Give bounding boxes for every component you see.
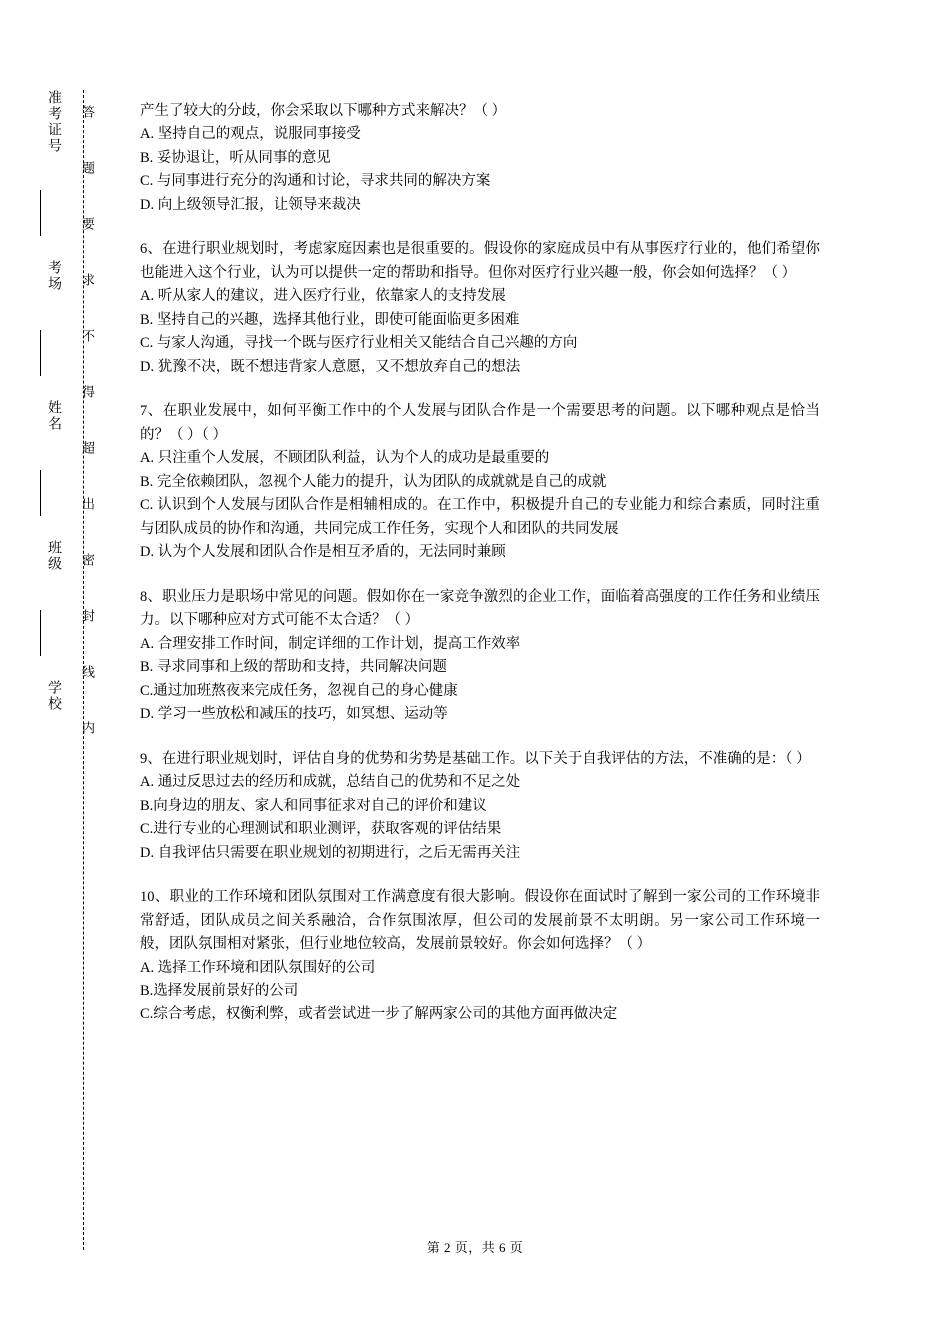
question-option: D. 学习一些放松和减压的技巧，如冥想、运动等 xyxy=(140,706,448,723)
question-stem: 8、职业压力是职场中常见的问题。假如你在一家竞争激烈的企业工作，面临着高强度的工作任务和业绩压力。以下哪种应对方式可能不太合适？（ ） xyxy=(140,588,820,629)
question-stem: 9、在进行职业规划时，评估自身的优势和劣势是基础工作。以下关于自我评估的方法，不准确的是：（ ） xyxy=(140,750,811,767)
question-option: D. 自我评估只需要在职业规划的初期进行，之后无需再关注 xyxy=(140,844,521,861)
question-option: A. 合理安排工作时间，制定详细的工作计划，提高工作效率 xyxy=(140,635,521,652)
question-option: D. 犹豫不决，既不想违背家人意愿，又不想放弃自己的想法 xyxy=(140,358,521,375)
question-block xyxy=(140,238,820,379)
question-stem: 产生了较大的分歧，你会采取以下哪种方式来解决？（ ） xyxy=(140,103,507,119)
sealing-line-text: 答 题 要 求 不 得 超 出 密 封 线 内 xyxy=(80,105,95,748)
question-option: C.通过加班熬夜来完成任务，忽视自己的身心健康 xyxy=(140,682,458,699)
question-option: C. 与同事进行充分的沟通和讨论，寻求共同的解决方案 xyxy=(140,173,491,190)
question-block xyxy=(140,886,820,1027)
question-stem: 6、在进行职业规划时，考虑家庭因素也是很重要的。假设你的家庭成员中有从事医疗行业的，他们希望你也能进入这个行业，认为可以提供一定的帮助和指导。但你对医疗行业兴趣一般，你会如何选择？（ ） xyxy=(140,241,820,281)
question-block xyxy=(140,100,820,217)
question-option: C.进行专业的心理测试和职业测评，获取客观的评估结果 xyxy=(140,821,502,838)
margin-rule-3 xyxy=(40,470,41,516)
margin-rule-2 xyxy=(40,330,41,376)
question-option: B. 完全依赖团队，忽视个人能力的提升，认为团队的成就就是自己的成就 xyxy=(140,473,607,490)
margin-rule-1 xyxy=(40,190,41,236)
margin-label-school: 学校 xyxy=(46,680,61,712)
sealing-line-column xyxy=(28,60,98,1260)
margin-label-exam-number: 准考证号 xyxy=(46,90,61,154)
question-option: D. 认为个人发展和团队合作是相互矛盾的，无法同时兼顾 xyxy=(140,544,506,561)
page-footer: 第 2 页，共 6 页 xyxy=(426,1240,524,1255)
question-option: C. 与家人沟通，寻找一个既与医疗行业相关又能结合自己兴趣的方向 xyxy=(140,335,578,352)
question-option: D. 向上级领导汇报，让领导来裁决 xyxy=(140,196,361,213)
question-block xyxy=(140,586,820,727)
question-option: A. 坚持自己的观点，说服同事接受 xyxy=(140,126,361,143)
margin-rule-4 xyxy=(40,610,41,656)
question-option: B.向身边的朋友、家人和同事征求对自己的评价和建议 xyxy=(140,797,487,814)
question-option: A. 选择工作环境和团队氛围好的公司 xyxy=(140,959,376,976)
question-option: B. 寻求同事和上级的帮助和支持，共同解决问题 xyxy=(140,659,447,676)
question-option: C. 认识到个人发展与团队合作是相辅相成的。在工作中，积极提升自己的专业能力和综合素质，同时注重与团队成员的协作和沟通，共同完成工作任务，实现个人和团队的共同发展 xyxy=(140,497,820,537)
question-block xyxy=(140,400,820,564)
question-option: B. 坚持自己的兴趣，选择其他行业，即使可能面临更多困难 xyxy=(140,311,520,328)
margin-label-exam-room: 考场 xyxy=(46,260,61,292)
question-option: B.选择发展前景好的公司 xyxy=(140,982,299,999)
question-option: A. 只注重个人发展，不顾团队利益，认为个人的成功是最重要的 xyxy=(140,450,550,467)
question-option: A. 听从家人的建议，进入医疗行业，依靠家人的支持发展 xyxy=(140,288,506,305)
question-stem: 7、在职业发展中，如何平衡工作中的个人发展与团队合作是一个需要思考的问题。以下哪种观点是恰当的？（ ）（ ） xyxy=(140,403,820,443)
margin-label-name: 姓名 xyxy=(46,400,61,432)
question-block xyxy=(140,748,820,865)
margin-label-class: 班级 xyxy=(46,540,61,572)
question-option: B. 妥协退让，听从同事的意见 xyxy=(140,149,331,166)
question-option: C.综合考虑，权衡利弊，或者尝试进一步了解两家公司的其他方面再做决定 xyxy=(140,1006,618,1023)
question-list xyxy=(140,100,820,1048)
question-option: A. 通过反思过去的经历和成就，总结自己的优势和不足之处 xyxy=(140,774,521,791)
question-stem: 10、职业的工作环境和团队氛围对工作满意度有很大影响。假设你在面试时了解到一家公司的工作环境非常舒适，团队成员之间关系融洽，合作氛围浓厚，但公司的发展前景不太明朗。另一家公司工作环境一般，团队氛围相对紧张，但行业地位较高，发展前景较好。你会如何选择？（ ） xyxy=(140,889,820,953)
